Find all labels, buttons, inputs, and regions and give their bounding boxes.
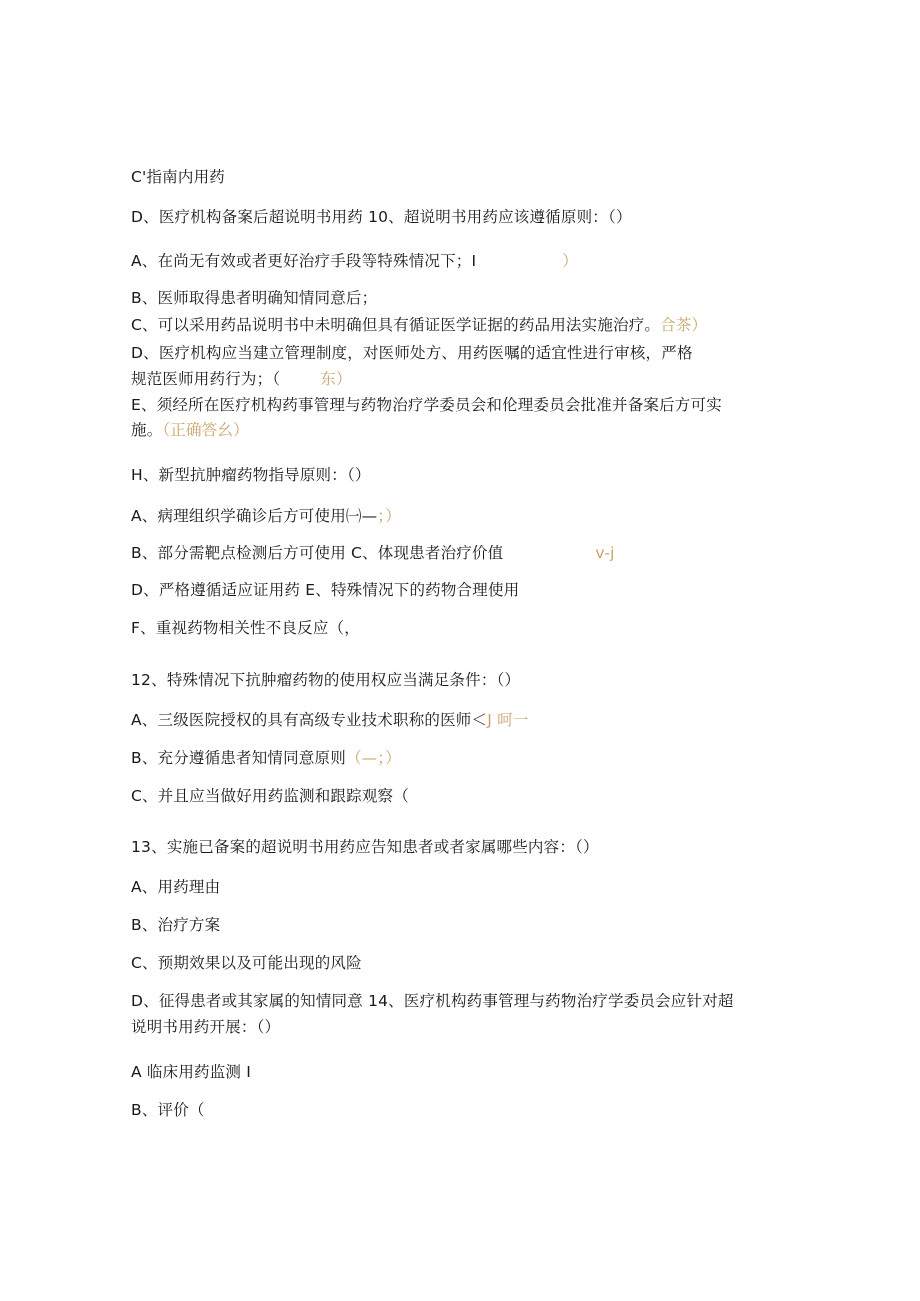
text-line: A、病理组织学确诊后方可使用㈠—；） [131,507,401,525]
handwritten-note: 东） [320,370,352,388]
text-line: 说明书用药开展：（） [131,1018,281,1036]
text-line: 规范医师用药行为；（ 东） [131,370,352,388]
text-line: D、征得患者或其家属的知情同意 14、医疗机构药事管理与药物治疗学委员会应针对超 [131,992,734,1010]
text-line: B、治疗方案 [131,916,221,934]
handwritten-note: 合茶） [660,316,708,334]
text-line: A 临床用药监测 I [131,1063,252,1081]
text-line: E、须经所在医疗机构药事管理与药物治疗学委员会和伦理委员会批准并备案后方可实 [131,396,722,414]
handwritten-note: （—；） [345,749,401,767]
text-line: C、并且应当做好用药监测和跟踪观察（ [131,787,409,805]
text-line: D、严格遵循适应证用药 E、特殊情况下的药物合理使用 [131,581,520,599]
handwritten-note: （正确答幺） [162,421,249,439]
text-line: A、在尚无有效或者更好治疗手段等特殊情况下；I ） [131,252,578,270]
handwritten-note: ；） [377,507,401,525]
text-line: B、充分遵循患者知情同意原则（—；） [131,749,401,767]
handwritten-note: v-j [595,544,615,562]
text-line: 13、实施已备案的超说明书用药应告知患者或者家属哪些内容：（） [131,838,599,856]
text-line: A、三级医院授权的具有高级专业技术职称的医师＜J 呵一 [131,711,529,729]
text-line: D、医疗机构应当建立管理制度，对医师处方、用药医嘱的适宜性进行审核，严格 [131,344,693,362]
text-line: B、部分需靶点检测后方可使用 C、体现患者治疗价值 v-j [131,544,615,562]
text-line: C、可以采用药品说明书中未明确但具有循证医学证据的药品用法实施治疗。合茶） [131,316,708,334]
handwritten-note: J 呵一 [487,711,529,729]
text-line: B、医师取得患者明确知情同意后； [131,289,378,307]
handwritten-note: ） [562,252,578,270]
text-line: B、评价（ [131,1101,205,1119]
text-line: F、重视药物相关性不良反应（， [131,619,360,637]
text-line: D、医疗机构备案后超说明书用药 10、超说明书用药应该遵循原则：（） [131,208,632,226]
text-line: H、新型抗肿瘤药物指导原则：（） [131,466,371,484]
text-line: C、预期效果以及可能出现的风险 [131,954,362,972]
text-line: 施。（正确答幺） [131,421,249,439]
text-line: C'指南内用药 [131,168,225,186]
text-line: 12、特殊情况下抗肿瘤药物的使用权应当满足条件：（） [131,671,521,689]
text-line: A、用药理由 [131,878,221,896]
